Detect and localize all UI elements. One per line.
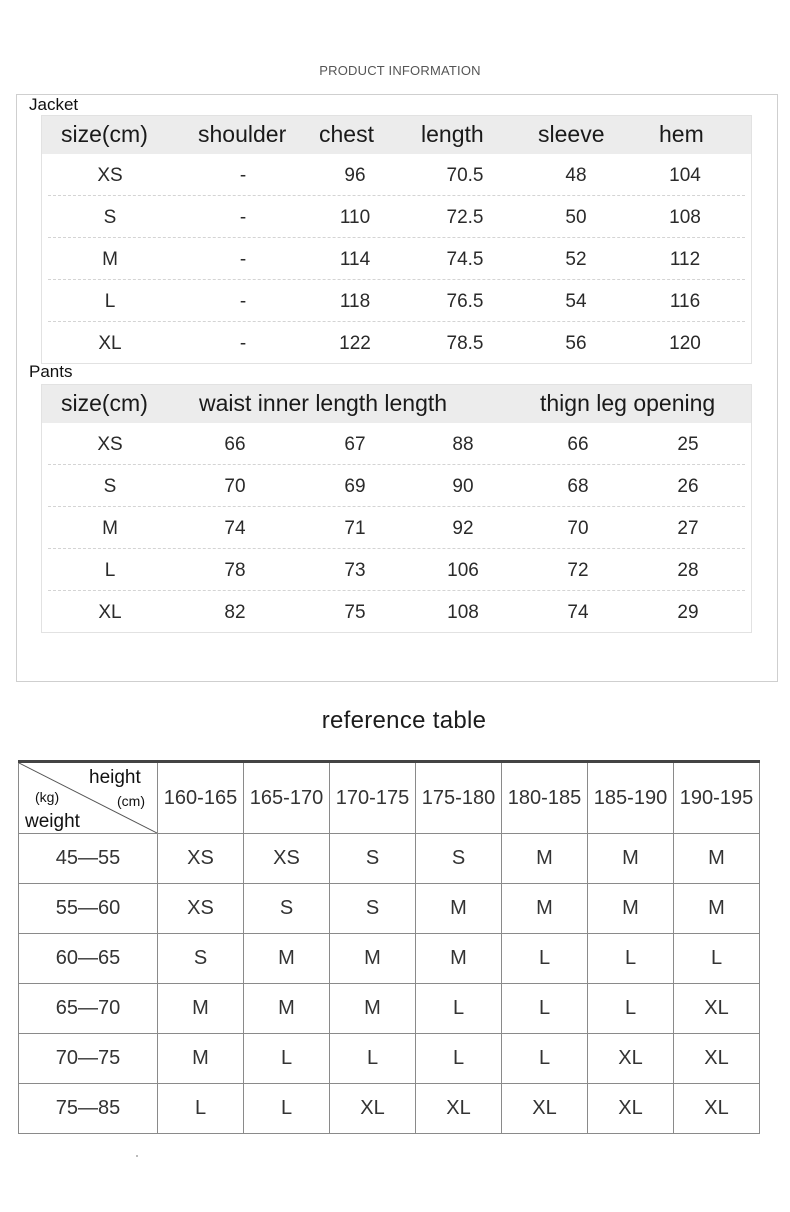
corner-weight-label: weight: [25, 811, 80, 832]
jacket-cell: -: [239, 333, 247, 354]
jacket-row: [48, 196, 745, 238]
jacket-header-chest: chest: [319, 121, 374, 147]
weight-range-cell: 70—75: [19, 1034, 158, 1084]
size-cell: S: [158, 934, 244, 984]
pants-label: Pants: [29, 362, 73, 381]
jacket-cell: 78.5: [446, 333, 484, 354]
size-cell: M: [416, 934, 502, 984]
pants-cell: 29: [677, 602, 699, 623]
reference-row: [19, 884, 760, 934]
jacket-cell: XL: [98, 333, 122, 354]
jacket-header-sleeve: sleeve: [538, 121, 605, 147]
jacket-cell: S: [103, 207, 117, 228]
pants-cell: 73: [344, 560, 366, 581]
size-cell: L: [158, 1084, 244, 1134]
pants-cell: L: [104, 560, 116, 581]
size-cell: M: [416, 884, 502, 934]
height-range-header: 175-180: [416, 762, 502, 834]
jacket-cell: L: [104, 291, 116, 312]
pants-cell: 78: [224, 560, 246, 581]
size-cell: M: [244, 984, 330, 1034]
size-cell: XL: [674, 1084, 760, 1134]
size-cell: S: [330, 834, 416, 884]
size-cell: XL: [674, 984, 760, 1034]
pants-cell: 25: [677, 434, 699, 455]
weight-range-cell: 45—55: [19, 834, 158, 884]
size-cell: XL: [416, 1084, 502, 1134]
jacket-cell: 118: [339, 291, 371, 312]
reference-row: [19, 834, 760, 884]
size-cell: L: [588, 934, 674, 984]
pants-cell: 106: [447, 560, 479, 581]
size-cell: XS: [244, 834, 330, 884]
jacket-cell: 72.5: [446, 207, 484, 228]
size-cell: XS: [158, 884, 244, 934]
size-cell: M: [244, 934, 330, 984]
size-cell: XL: [330, 1084, 416, 1134]
weight-range-cell: 60—65: [19, 934, 158, 984]
size-cell: S: [244, 884, 330, 934]
reference-size-table: [18, 760, 760, 1134]
height-range-header: 170-175: [330, 762, 416, 834]
pants-cell: S: [103, 476, 117, 497]
pants-row: [48, 549, 745, 591]
pants-cell: 66: [224, 434, 246, 455]
size-cell: M: [502, 884, 588, 934]
size-cell: XS: [158, 834, 244, 884]
size-cell: XL: [588, 1084, 674, 1134]
pants-header-thigh-leg-opening: thign leg opening: [540, 390, 716, 416]
pants-cell: 72: [567, 560, 589, 581]
jacket-cell: -: [239, 207, 247, 228]
pants-cell: 90: [452, 476, 474, 497]
jacket-cell: 76.5: [446, 291, 484, 312]
height-range-header: 185-190: [588, 762, 674, 834]
jacket-cell: -: [239, 165, 247, 186]
jacket-cell: 114: [339, 249, 371, 270]
pants-cell: 69: [344, 476, 366, 497]
size-cell: XL: [502, 1084, 588, 1134]
pants-cell: 70: [567, 518, 589, 539]
jacket-table-header: [42, 116, 751, 154]
jacket-cell: 96: [344, 165, 366, 186]
size-cell: S: [416, 834, 502, 884]
jacket-label: Jacket: [29, 95, 79, 114]
corner-height-label: height: [89, 767, 141, 788]
jacket-size-table: [41, 115, 752, 364]
jacket-cell: 54: [565, 291, 587, 312]
reference-row: [19, 1084, 760, 1134]
jacket-cell: 116: [669, 291, 701, 312]
pants-row: [48, 423, 745, 465]
pants-cell: 108: [447, 602, 479, 623]
size-cell: L: [244, 1084, 330, 1134]
pants-cell: XS: [97, 434, 123, 455]
pants-table-header: [42, 385, 751, 423]
jacket-row: [48, 154, 745, 196]
pants-cell: 74: [567, 602, 589, 623]
jacket-cell: 50: [565, 207, 587, 228]
page-heading: PRODUCT INFORMATION: [319, 63, 481, 78]
size-cell: XL: [588, 1034, 674, 1084]
jacket-cell: M: [102, 249, 118, 270]
pants-cell: 75: [344, 602, 366, 623]
jacket-header-size: size(cm): [61, 121, 148, 147]
weight-range-cell: 75—85: [19, 1084, 158, 1134]
size-cell: S: [330, 884, 416, 934]
pants-cell: 67: [344, 434, 366, 455]
pants-cell: 66: [567, 434, 589, 455]
jacket-cell: -: [239, 249, 247, 270]
weight-range-cell: 55—60: [19, 884, 158, 934]
jacket-cell: 120: [669, 333, 701, 354]
reference-table-title: reference table: [321, 707, 487, 734]
pants-cell: 68: [567, 476, 589, 497]
pants-size-table: [41, 384, 752, 633]
jacket-header-shoulder: shoulder: [198, 121, 287, 147]
pants-cell: 74: [224, 518, 246, 539]
size-cell: M: [158, 1034, 244, 1084]
jacket-cell: 48: [565, 165, 587, 186]
corner-cm-label: (cm): [117, 793, 145, 809]
size-cell: M: [588, 884, 674, 934]
size-cell: L: [502, 984, 588, 1034]
pants-row: [48, 465, 745, 507]
pants-cell: XL: [98, 602, 122, 623]
pants-cell: 71: [344, 518, 366, 539]
size-cell: M: [588, 834, 674, 884]
size-cell: M: [674, 884, 760, 934]
reference-row: [19, 1034, 760, 1084]
pants-header-size: size(cm): [61, 390, 148, 416]
size-cell: L: [674, 934, 760, 984]
jacket-cell: 112: [669, 249, 701, 270]
height-range-header: 165-170: [244, 762, 330, 834]
reference-header-row: [19, 762, 760, 834]
pants-cell: 70: [224, 476, 246, 497]
reference-row: [19, 934, 760, 984]
jacket-cell: 52: [565, 249, 587, 270]
corner-kg-label: (kg): [35, 789, 60, 805]
pants-cell: 27: [677, 518, 699, 539]
size-cell: L: [502, 1034, 588, 1084]
pants-cell: 82: [224, 602, 246, 623]
jacket-cell: 122: [339, 333, 371, 354]
pants-cell: 28: [677, 560, 699, 581]
jacket-row: [48, 322, 745, 363]
size-cell: M: [330, 984, 416, 1034]
jacket-cell: -: [239, 291, 247, 312]
jacket-cell: 104: [669, 165, 701, 186]
size-cell: L: [502, 934, 588, 984]
height-range-header: 180-185: [502, 762, 588, 834]
stray-dot: [136, 1155, 138, 1157]
pants-cell: M: [102, 518, 118, 539]
size-cell: L: [416, 1034, 502, 1084]
reference-corner-cell: [19, 762, 158, 834]
pants-header-waist-inner-length: waist inner length length: [199, 390, 448, 416]
jacket-cell: 70.5: [446, 165, 484, 186]
size-cell: L: [588, 984, 674, 1034]
size-cell: XL: [674, 1034, 760, 1084]
size-cell: M: [502, 834, 588, 884]
jacket-header-hem: hem: [659, 121, 704, 147]
jacket-cell: 108: [669, 207, 701, 228]
weight-range-cell: 65—70: [19, 984, 158, 1034]
jacket-cell: 74.5: [446, 249, 484, 270]
jacket-cell: XS: [97, 165, 123, 186]
reference-row: [19, 984, 760, 1034]
pants-cell: 26: [677, 476, 699, 497]
size-cell: M: [674, 834, 760, 884]
pants-row: [48, 591, 745, 632]
jacket-row: [48, 238, 745, 280]
jacket-cell: 56: [565, 333, 587, 354]
height-range-header: 160-165: [158, 762, 244, 834]
size-cell: L: [244, 1034, 330, 1084]
size-cell: L: [330, 1034, 416, 1084]
size-cell: M: [158, 984, 244, 1034]
jacket-header-length: length: [421, 121, 484, 147]
pants-row: [48, 507, 745, 549]
size-cell: M: [330, 934, 416, 984]
jacket-cell: 110: [339, 207, 371, 228]
size-cell: L: [416, 984, 502, 1034]
height-range-header: 190-195: [674, 762, 760, 834]
pants-cell: 92: [452, 518, 474, 539]
pants-cell: 88: [452, 434, 474, 455]
jacket-row: [48, 280, 745, 322]
